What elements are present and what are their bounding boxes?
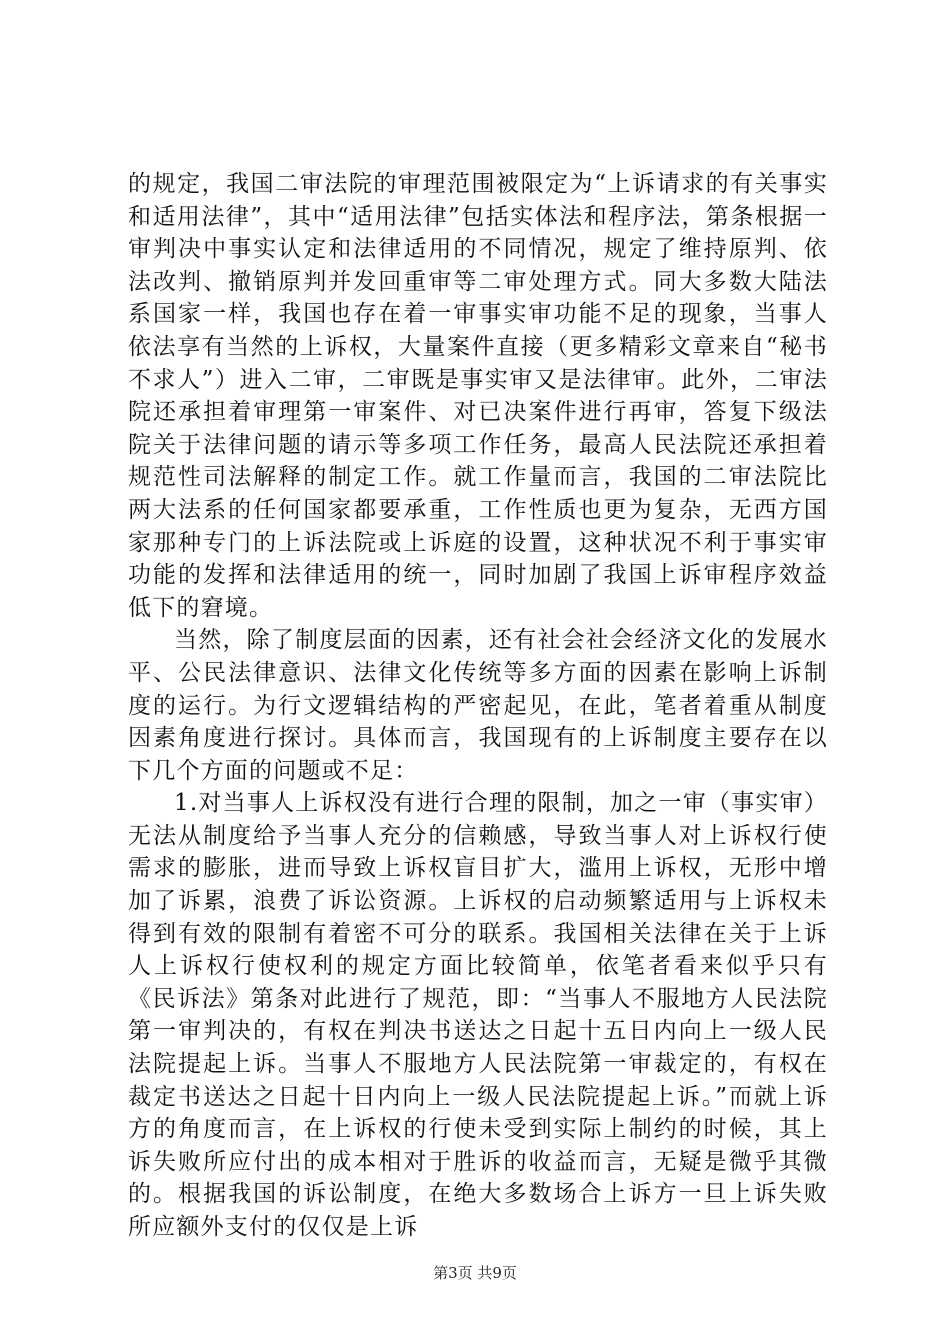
page-footer: 第3页 共9页	[433, 1264, 517, 1282]
paragraph-point-1: 1.对当事人上诉权没有进行合理的限制，加之一审（事实审）无法从制度给予当事人充分的信赖感，导致当事人对上诉权行使需求的膨胀，进而导致上诉权盲目扩大，滥用上诉权，无形中增加了诉累，浪费了诉讼资源。上诉权的启动频繁适用与上诉权未得到有效的限制有着密不可分的联系。我国相关法律在关于上诉人上诉权行使权利的规定方面比较简单，依笔者看来似乎只有《民诉法》第条对此进行了规范，即：“当事人不服地方人民法院第一审判决的，有权在判决书送达之日起十五日内向上一级人民法院提起上诉。当事人不服地方人民法院第一审裁定的，有权在裁定书送达之日起十日内向上一级人民法院提起上诉。”而就上诉方的角度而言，在上诉权的行使未受到实际上制约的时候，其上诉失败所应付出的成本相对于胜诉的收益而言，无疑是微乎其微的。根据我国的诉讼制度，在绝大多数场合上诉方一旦上诉失败所应额外支付的仅仅是上诉	[128, 790, 828, 1240]
paragraph-continued: 的规定，我国二审法院的审理范围被限定为“上诉请求的有关事实和适用法律”，其中“适用法律”包括实体法和程序法，第条根据一审判决中事实认定和法律适用的不同情况，规定了维持原判、依法改判、撤销原判并发回重审等二审处理方式。同大多数大陆法系国家一样，我国也存在着一审事实审功能不足的现象，当事人依法享有当然的上诉权，大量案件直接（更多精彩文章来自“秘书不求人”）进入二审，二审既是事实审又是法律审。此外，二审法院还承担着审理第一审案件、对已决案件进行再审，答复下级法院关于法律问题的请示等多项工作任务，最高人民法院还承担着规范性司法解释的制定工作。就工作量而言，我国的二审法院比两大法系的任何国家都要承重，工作性质也更为复杂，无西方国家那种专门的上诉法院或上诉庭的设置，这种状况不利于事实审功能的发挥和法律适用的统一，同时加剧了我国上诉审程序效益低下的窘境。	[128, 171, 828, 621]
paragraph-system-factors: 当然，除了制度层面的因素，还有社会社会经济文化的发展水平、公民法律意识、法律文化传统等多方面的因素在影响上诉制度的运行。为行文逻辑结构的严密起见，在此，笔者着重从制度因素角度进行探讨。具体而言，我国现有的上诉制度主要存在以下几个方面的问题或不足：	[128, 627, 828, 784]
document-body	[128, 168, 828, 1244]
